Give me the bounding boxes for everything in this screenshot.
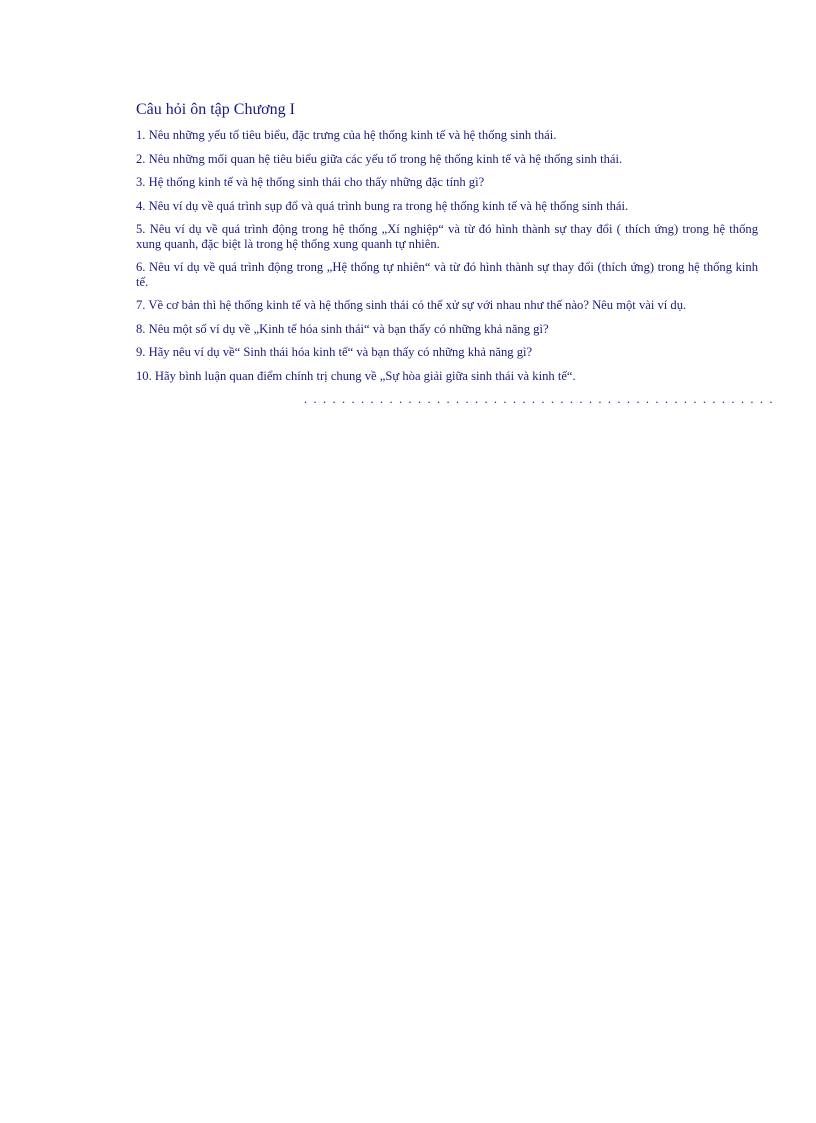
question-item: 3. Hệ thống kinh tế và hệ thống sinh thái cho thấy những đặc tính gì? <box>136 175 485 189</box>
question-item: 6. Nêu ví dụ về quá trình động trong „Hệ thống tự nhiên“ và từ đó hình thành sự thay đổi (thích ứng) trong hệ thống kinh tế. <box>136 260 758 289</box>
document-title: Câu hỏi ôn tập Chương I <box>136 101 295 118</box>
question-item: 9. Hãy nêu ví dụ về“ Sinh thái hóa kinh tế“ và bạn thấy có những khả năng gì? <box>136 345 533 359</box>
question-item: 8. Nêu một số ví dụ về „Kinh tế hóa sinh thái“ và bạn thấy có những khả năng gì? <box>136 321 549 336</box>
dotted-separator: . . . . . . . . . . . . . . . . . . . . . . . . . . . . . . . . . . . . . . . . . . . . . . . . . . <box>304 392 775 406</box>
question-item: 7. Về cơ bản thì hệ thống kinh tế và hệ thống sinh thái có thể xử sự với nhau như thế nào? Nêu một vài ví dụ. <box>136 298 687 312</box>
question-item: 2. Nêu những mối quan hệ tiêu biểu giữa các yếu tố trong hệ thống kinh tế và hệ thống sinh thái. <box>136 151 623 166</box>
question-item: 5. Nêu ví dụ về quá trình động trong hệ thống „Xí nghiệp“ và từ đó hình thành sự thay đổi ( thích ứng) trong hệ thống xung quanh, đặc biệt là trong hệ thống xung quanh tự nhiên. <box>136 222 758 251</box>
question-list <box>136 128 758 383</box>
document-page <box>136 100 758 392</box>
question-item: 1. Nêu những yếu tố tiêu biểu, đặc trưng của hệ thống kinh tế và hệ thống sinh thái. <box>136 128 557 142</box>
question-item: 10. Hãy bình luận quan điểm chính trị chung về „Sự hòa giải giữa sinh thái và kinh tế“. <box>136 368 576 383</box>
question-item: 4. Nêu ví dụ về quá trình sụp đổ và quá trình bung ra trong hệ thống kinh tế và hệ thống sinh thái. <box>136 198 629 213</box>
